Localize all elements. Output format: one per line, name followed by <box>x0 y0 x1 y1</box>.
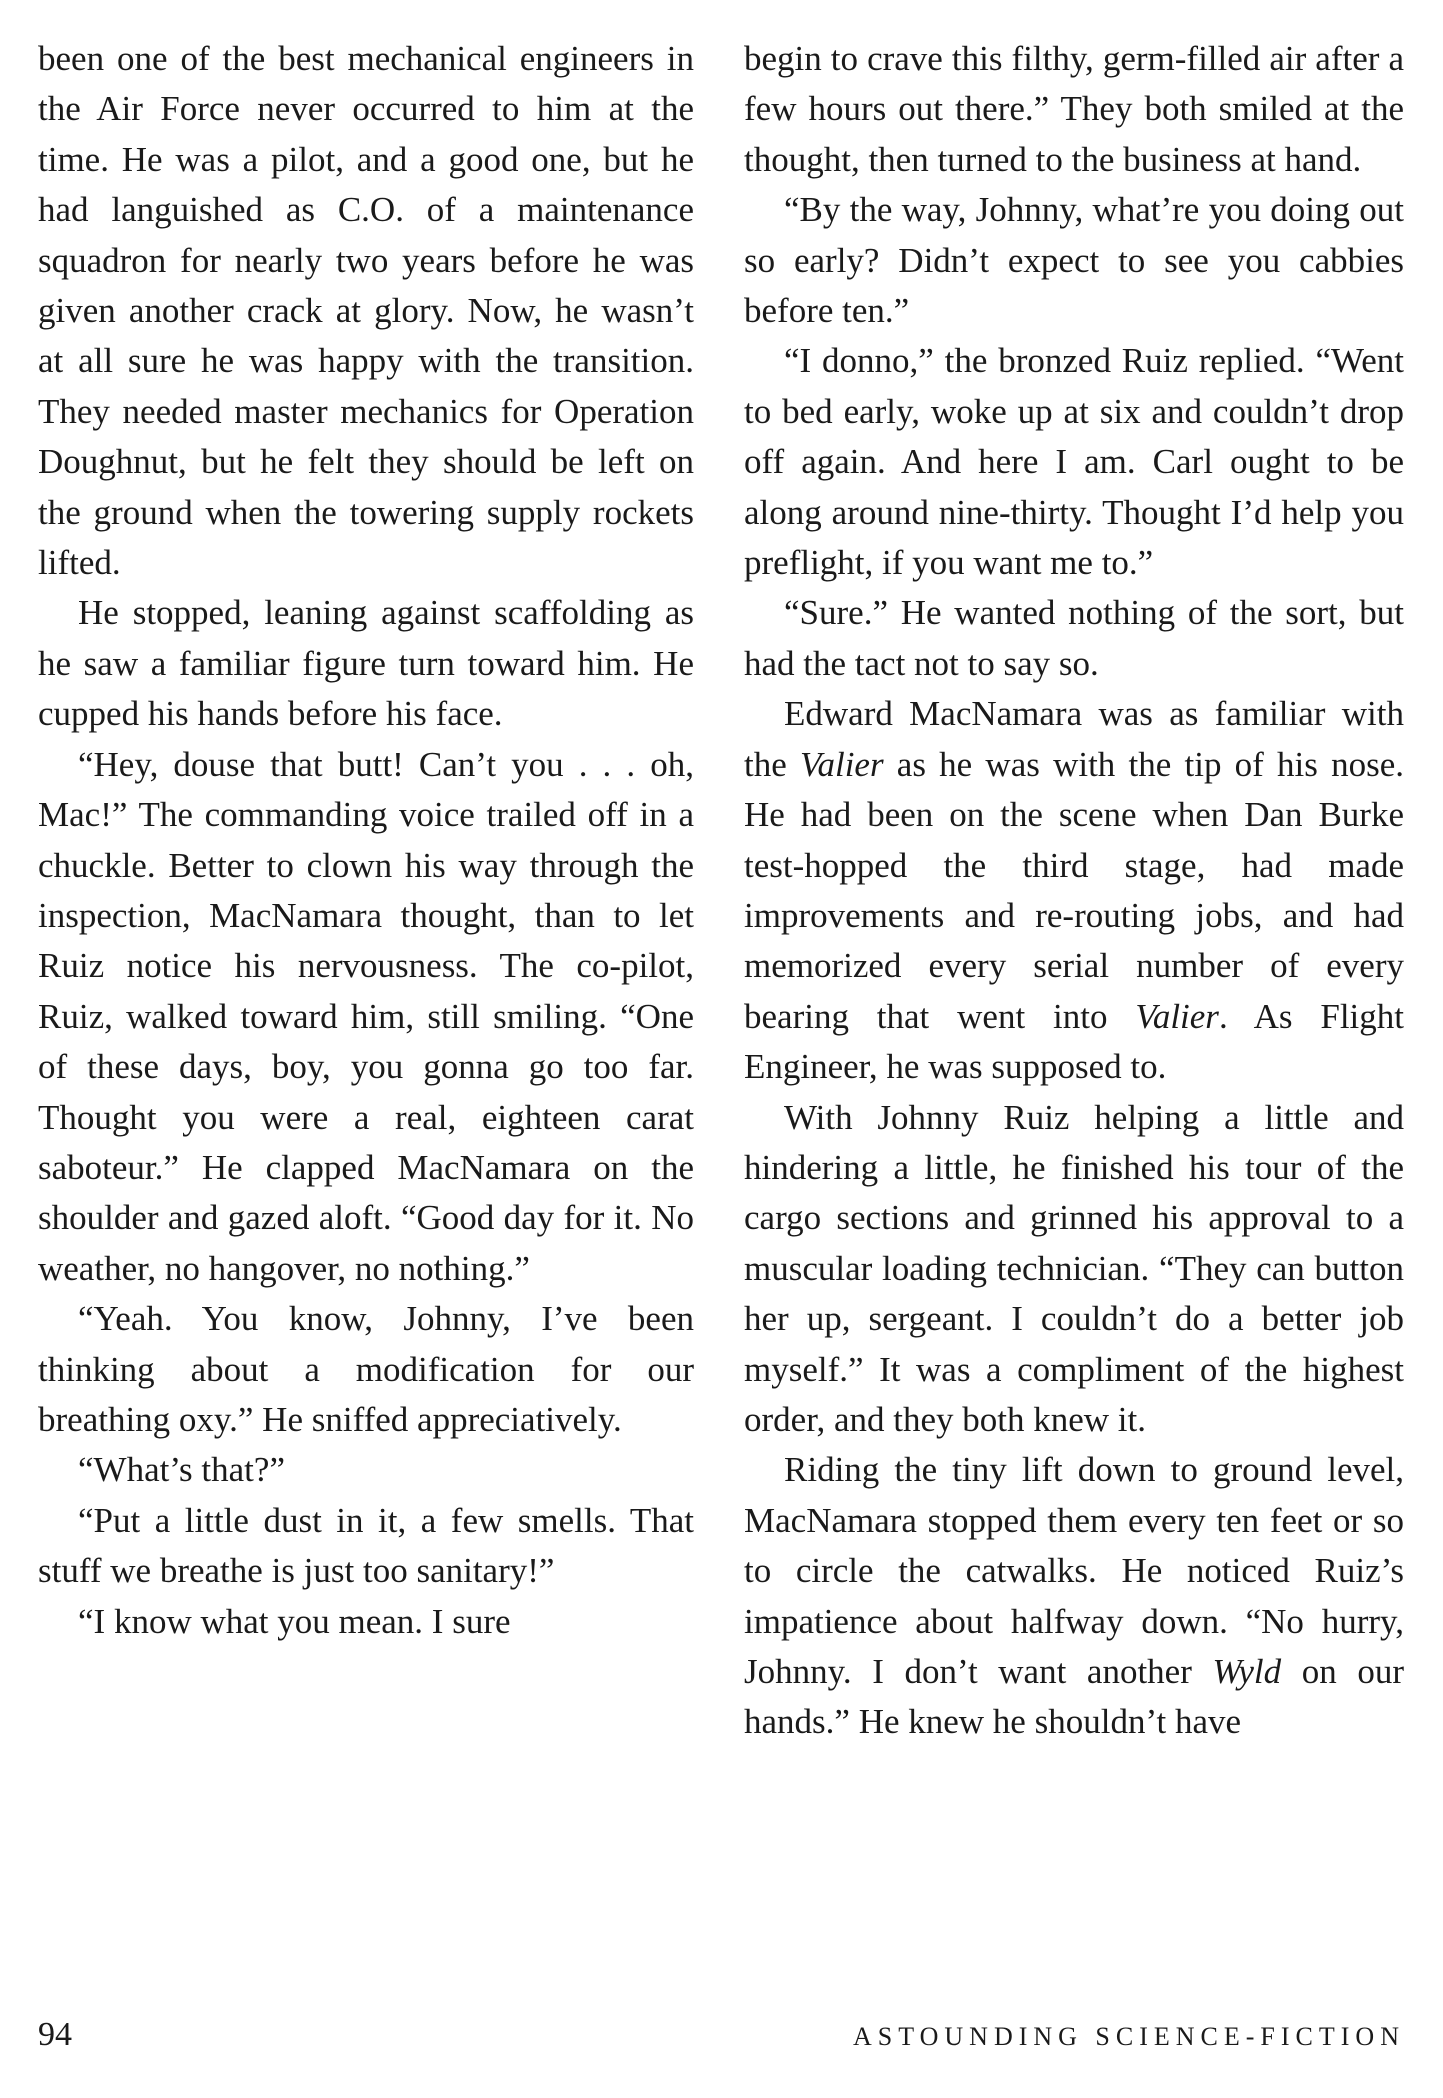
paragraph: “By the way, Johnny, what’re you doing out so early? Didn’t expect to see you cabbies before ten.” <box>744 190 1404 331</box>
paragraph: He stopped, leaning against scaffolding as he saw a familiar figure turn toward him. He cupped his hands before his face. <box>38 593 694 734</box>
paragraph: Riding the tiny lift down to ground level, MacNamara stopped them every ten feet or so to circle the catwalks. He noticed Ruiz’s impatience about halfway down. “No hurry, Johnny. I don’t want another Wyld on our hands.” He knew he shouldn’t have <box>744 1450 1404 1742</box>
ship-name: Valier <box>1135 996 1219 1036</box>
paragraph: “I know what you mean. I sure <box>78 1601 511 1641</box>
paragraph: “Sure.” He wanted nothing of the sort, but had the tact not to say so. <box>744 593 1404 683</box>
column-gutter <box>712 40 713 1980</box>
paragraph: “I donno,” the bronzed Ruiz replied. “Went to bed early, woke up at six and couldn’t drop off again. And here I am. Carl ought to be along around nine-thirty. Thought I’d help you preflight, if you want me to.” <box>744 341 1404 583</box>
paragraph: Edward MacNamara was as familiar with the Valier as he was with the tip of his nose. He had been on the scene when Dan Burke test-hopped the third stage, had made improvements and re-routing jobs, and had memorized every serial number of every bearing that went into Valier. As Flight Engineer, he was supposed to. <box>744 694 1404 1087</box>
paragraph: “What’s that?” <box>78 1450 285 1490</box>
left-column <box>38 34 694 1647</box>
paragraph: “Hey, douse that butt! Can’t you . . . oh, Mac!” The commanding voice trailed off in a chuckle. Better to clown his way through the inspection, MacNamara thought, than to let Ruiz notice his nervousness. The co-pilot, Ruiz, walked toward him, still smiling. “One of these days, boy, you gonna go too far. Thought you were a real, eighteen carat saboteur.” He clapped MacNamara on the shoulder and gazed aloft. “Good day for it. No weather, no hangover, no nothing.” <box>38 744 694 1288</box>
paragraph: “Yeah. You know, Johnny, I’ve been thinking about a modification for our breathing oxy.” He sniffed appreciatively. <box>38 1299 694 1439</box>
right-column <box>744 34 1404 1748</box>
ship-name: Valier <box>799 744 884 784</box>
running-title: ASTOUNDING SCIENCE-FICTION <box>852 2022 1405 2051</box>
paragraph: begin to crave this filthy, germ-filled air after a few hours out there.” They both smiled at the thought, then turned to the business at hand. <box>744 39 1404 179</box>
paragraph: been one of the best mechanical engineers in the Air Force never occurred to him at the time. He was a pilot, and a good one, but he had languished as C.O. of a maintenance squadron for nearly two years before he was given another crack at glory. Now, he wasn’t at all sure he was happy with the transition. They needed master mechanics for Operation Doughnut, but he felt they should be left on the ground when the towering supply rockets lifted. <box>38 39 694 583</box>
paragraph: “Put a little dust in it, a few smells. That stuff we breathe is just too sanitary!” <box>38 1500 694 1591</box>
paragraph: With Johnny Ruiz helping a little and hindering a little, he finished his tour of the cargo sections and grinned his approval to a muscular loading technician. “They can button her up, sergeant. I couldn’t do a better job myself.” It was a compliment of the highest order, and they both knew it. <box>744 1097 1404 1439</box>
page-footer <box>38 2016 1405 2066</box>
ship-name: Wyld <box>1212 1652 1282 1691</box>
page-number: 94 <box>38 2016 72 2053</box>
